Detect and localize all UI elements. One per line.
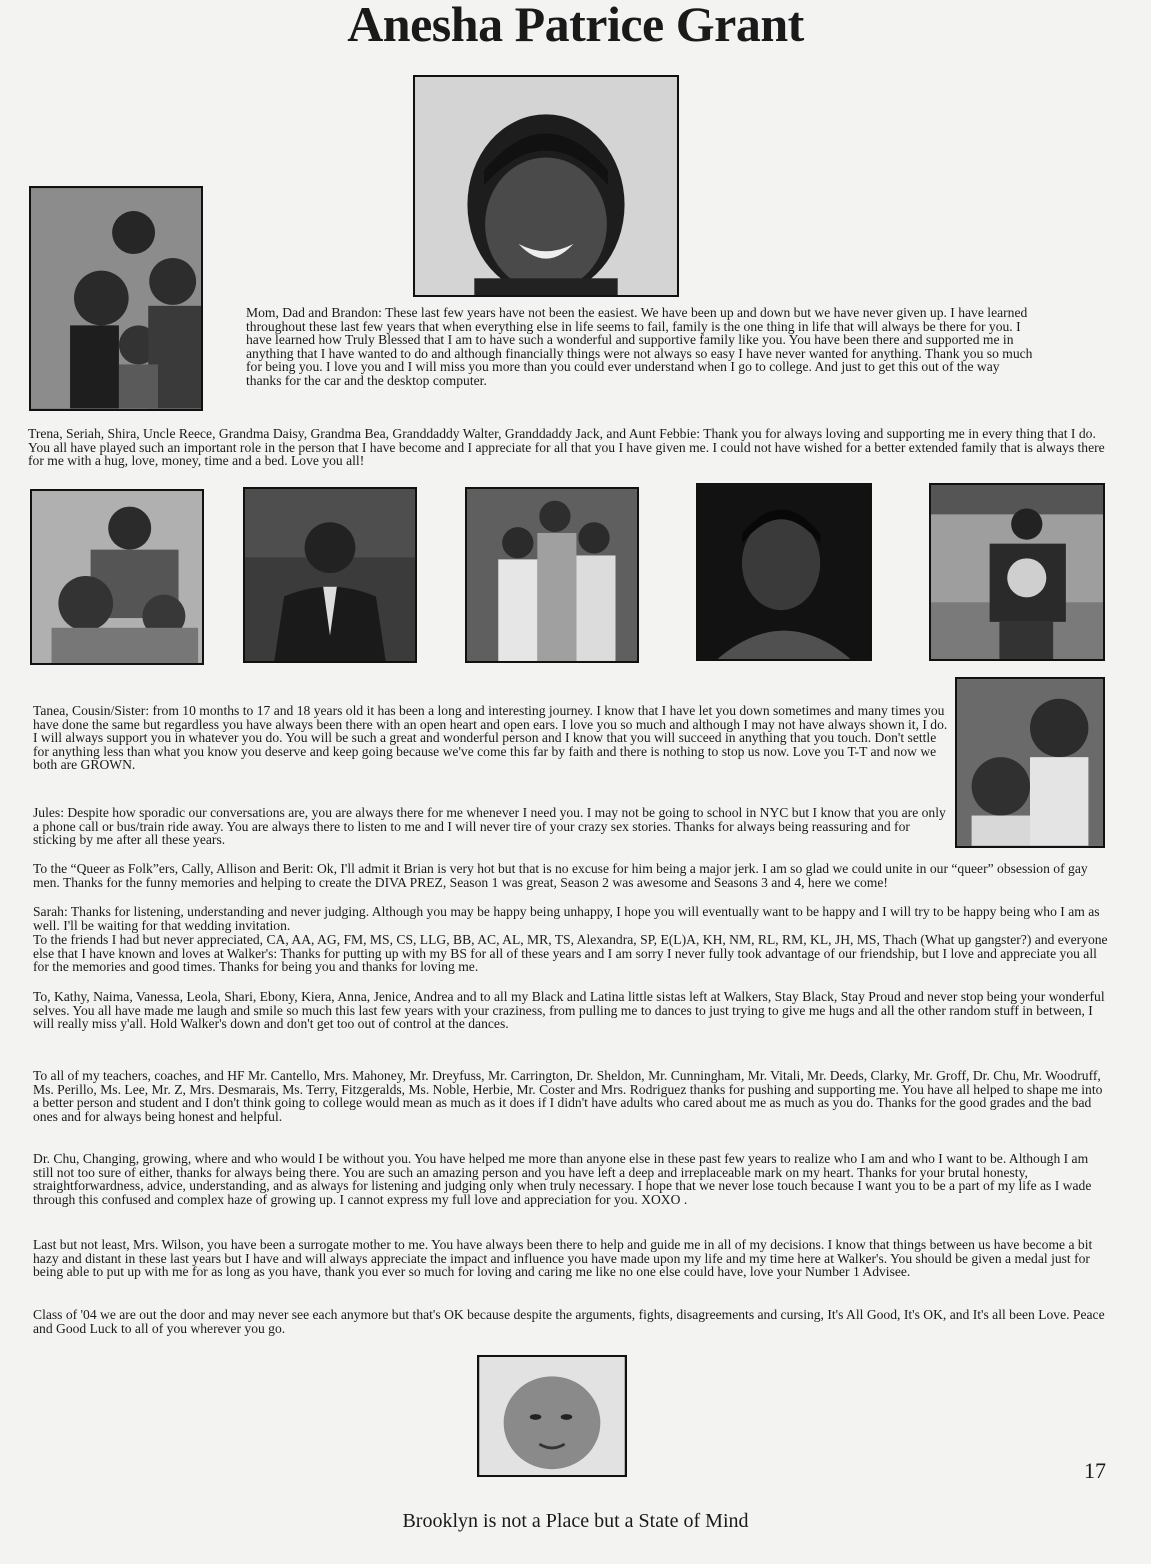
grandmother-portrait-photo <box>696 483 872 661</box>
paragraph-friends: To the friends I had but never appreciated, CA, AA, AG, FM, MS, CS, LLG, BB, AC, AL, MR, TS, Alexandra, SP, E(L)A, KH, NM, RL, RM, KL, JH, MS, Thach (What up gangster?) and everyone else that I have known and loves at Walker's: Thanks for putting up with my BS for all of these years and I am sorry I never fully took advantage of our friendship, but I love and appreciate you all for the memories and good times. Thanks for being you and thanks for loving me. <box>33 932 1108 975</box>
man-outdoors-photo <box>929 483 1105 661</box>
senior-portrait-photo <box>413 75 679 297</box>
page-title: Anesha Patrice Grant <box>347 0 804 52</box>
paragraph-queer-as-folk: To the “Queer as Folk”ers, Cally, Allison and Berit: Ok, I'll admit it Brian is very hot but that is no excuse for him being a major jerk. I am so glad we could unite in our “queer” obsession of gay men. Thanks for the funny memories and helping to create the DIVA PREZ, Season 1 was great, Season 2 was awesome and Seasons 3 and 4, here we come! <box>33 861 1088 890</box>
paragraph-extended-family: Trena, Seriah, Shira, Uncle Reece, Grandma Daisy, Grandma Bea, Granddaddy Walter, Granddaddy Jack, and Aunt Febbie: Thank you for always loving and supporting me in every thing that I do. You all have played such an important role in the person that I have become and I appreciate for all that you I have given me. I could not have wished for a better extended family that is always there for me with a hug, love, money, time and a bed. Love you all! <box>28 426 1105 469</box>
baby-photo <box>477 1355 627 1477</box>
paragraph-jules: Jules: Despite how sporadic our conversations are, you are always there for me whenever I need you. I may not be going to school in NYC but I know that you are only a phone call or bus/train ride away. You are always there to listen to me and I will never tire of your crazy sex stories. Thanks for always being reassuring and for sticking by me after all these years. <box>33 805 946 848</box>
paragraph-dr-chu: Dr. Chu, Changing, growing, where and who would I be without you. You have helped me more than anyone else in these past few years to realize who I am and who I want to be. Although I am still not too sure of either, thanks for always being there. You are such an amazing person and you have left a deep and irreplaceable mark on my heart. Thanks for your brutal honesty, straightforwardness, advice, understanding, and as always for listening and judging only when truly necessary. I hope that we never lose touch because I want you to be a part of my life as I wade through this confused and complex haze of growing up. I cannot express my full love and appreciation for you. XOXO . <box>33 1151 1092 1207</box>
cousins-toddlers-photo <box>955 677 1105 848</box>
page-number: 17 <box>1084 1458 1106 1483</box>
grandparents-photo <box>465 487 639 663</box>
man-in-suit-photo <box>243 487 417 663</box>
paragraph-sarah: Sarah: Thanks for listening, understanding and never judging. Although you may be happy being unhappy, I hope you will eventually want to be happy and I will try to be happy being who I am as well. I'll be waiting for that wedding invitation. <box>33 904 1100 933</box>
paragraph-teachers: To all of my teachers, coaches, and HF Mr. Cantello, Mrs. Mahoney, Mr. Dreyfuss, Mr. Carrington, Dr. Sheldon, Mr. Cunningham, Mr. Vitali, Mr. Deeds, Clarky, Mr. Groff, Dr. Chu, Mr. Woodruff, Ms. Perillo, Ms. Lee, Mr. Z, Mrs. Desmarais, Ms. Terry, Fitzgeralds, Ms. Noble, Herbie, Mr. Coster and Mrs. Rodriguez thanks for pushing and supporting me. You have all helped to shape me into a better person and student and I don't think going to college would mean as much as it does if I didn't have adults who cared about me as much as you do. Thanks for the good grades and the bad ones and for always being honest and helpful. <box>33 1068 1103 1124</box>
paragraph-tanea: Tanea, Cousin/Sister: from 10 months to 17 and 18 years old it has been a long and interesting journey. I know that I have let you down sometimes and many times you have done the same but regardless you have always been there with an open heart and open ears. I love you so much and although I may not have always shown it, I do. I will always support you in whatever you do. You will be such a great and wonderful person and I know that you will succeed in anything that you touch. Don't settle for anything less than what you know you deserve and keep going because we've come this far by faith and there is nothing to stop us now. Love you T-T and now we both are GROWN. <box>33 703 948 773</box>
paragraph-class-of-04: Class of '04 we are out the door and may never see each anymore but that's OK because despite the arguments, fights, disagreements and cursing, It's All Good, It's OK, and It's all been Love. Peace and Good Luck to all of you wherever you go. <box>33 1307 1105 1336</box>
family-portrait-photo <box>29 186 203 411</box>
paragraph-parents: Mom, Dad and Brandon: These last few years have not been the easiest. We have been up and down but we have never given up. I have learned throughout these last few years that when everything else in life seems to fail, family is the one thing in life that will always be there for you. I have learned how Truly Blessed that I am to have such a wonderful and supportive family like you. You have been there and supported me in anything that I have wanted to do and although financially things were not always so easy I have never wanted for anything. Thank you so much for being you. I love you and I will miss you more than you could ever understand when I go to college. And just to get this out of the way thanks for the car and the desktop computer. <box>246 305 1033 388</box>
mother-daughters-photo <box>30 489 204 665</box>
paragraph-mrs-wilson: Last but not least, Mrs. Wilson, you have been a surrogate mother to me. You have always been there to help and guide me in all of my decisions. I know that things between us have become a bit hazy and distant in these last years but I have and will always appreciate the impact and influence you have made upon my life and my time here at Walker's. You should be given a medal just for being able to put up with me for as long as you have, thank you ever so much for loving and caring me like no one else could have, love your Number 1 Advisee. <box>33 1237 1093 1280</box>
paragraph-sistas: To, Kathy, Naima, Vanessa, Leola, Shari, Ebony, Kiera, Anna, Jenice, Andrea and to all my Black and Latina little sistas left at Walkers, Stay Black, Stay Proud and never stop being your wonderful selves. You all have made me laugh and smile so much this last few years with your craziness, from pulling me to dances to just trying to give me hugs and all the other random stuff in between, I will really miss y'all. Hold Walker's down and don't get too out of control at the dances. <box>33 989 1105 1032</box>
footer-motto: Brooklyn is not a Place but a State of Mind <box>402 1510 749 1532</box>
